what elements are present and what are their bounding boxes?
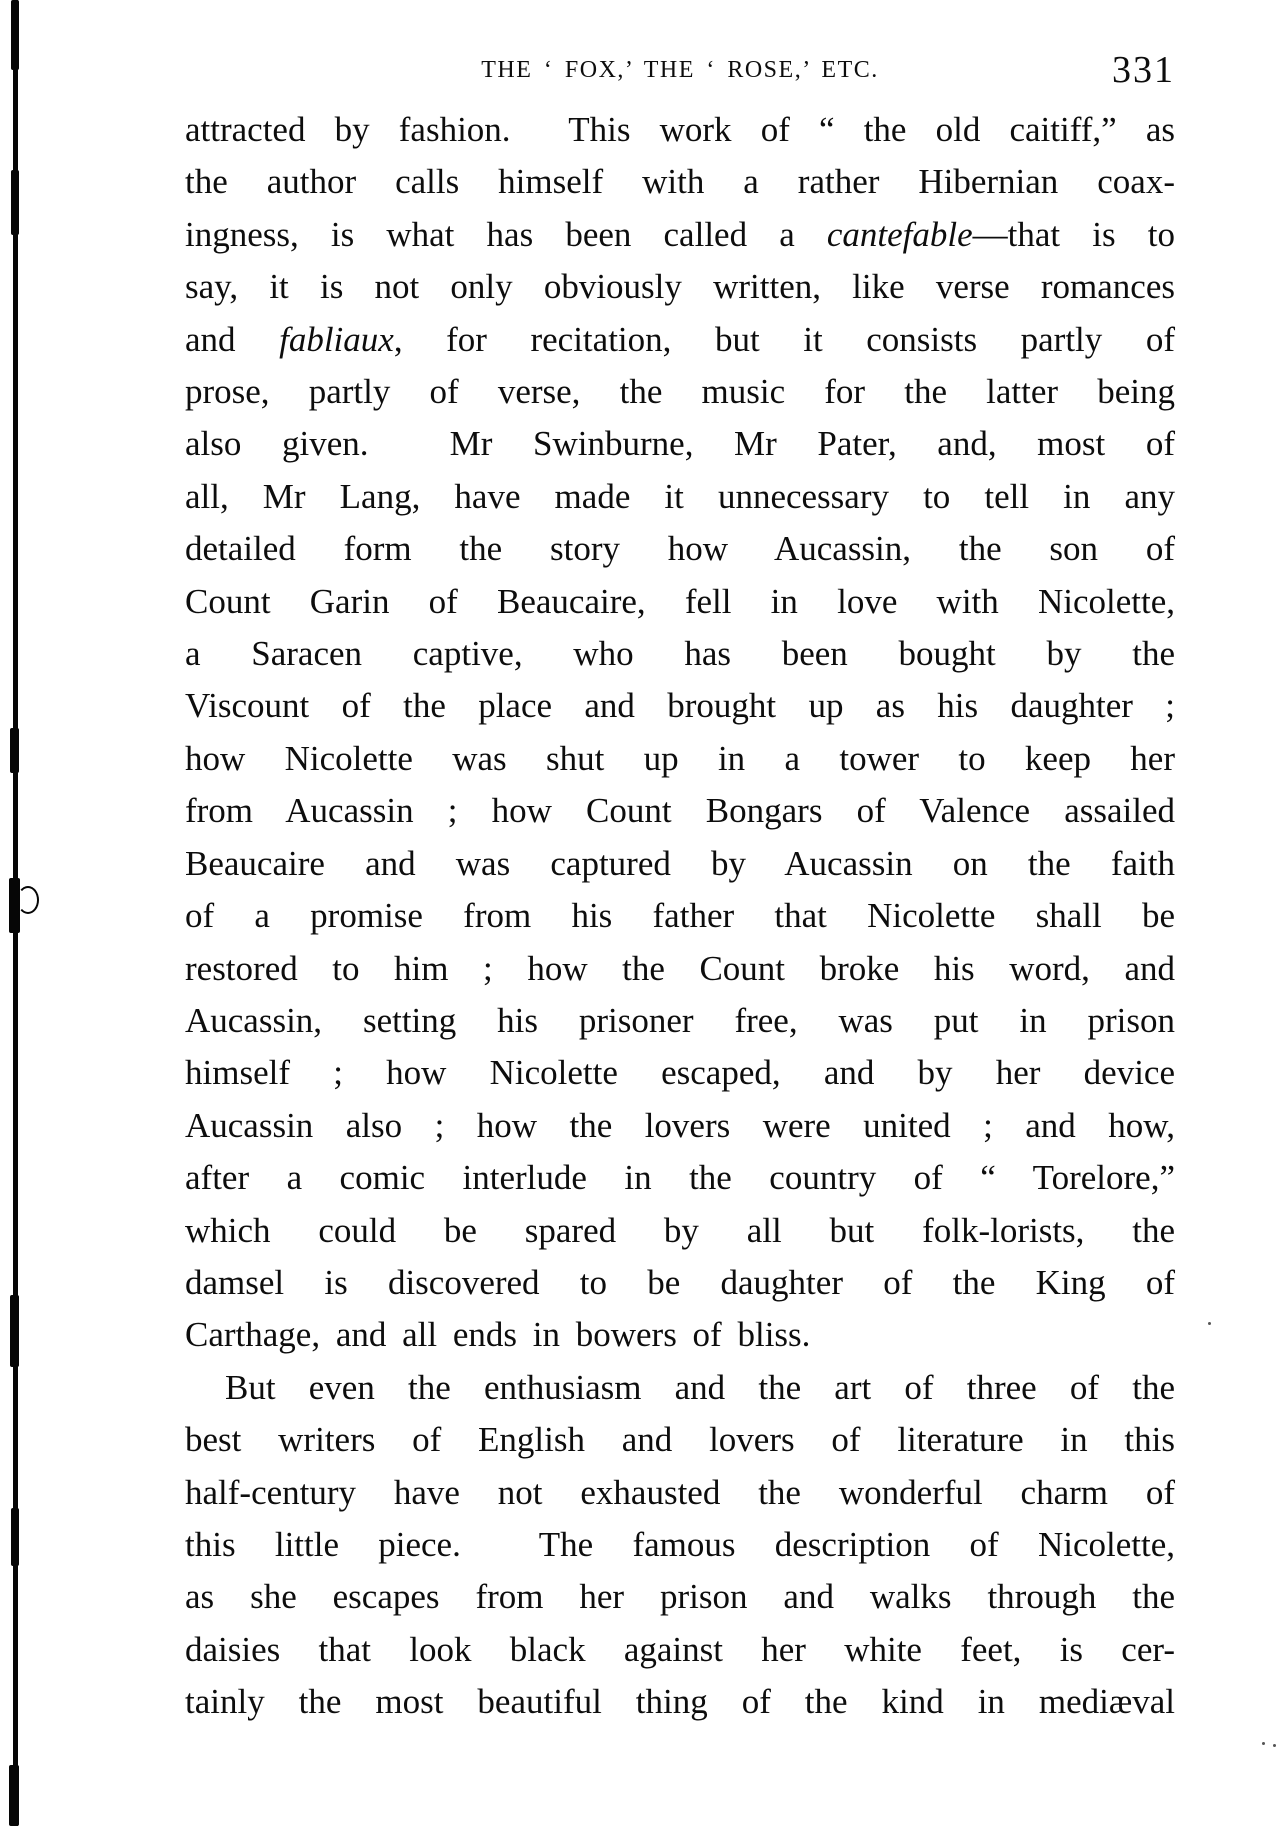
text-block — [185, 104, 1175, 1729]
text-line: tainly the most beautiful thing of the kind in mediæval — [185, 1682, 1175, 1722]
scan-ink-blob — [11, 1508, 19, 1566]
text-line: But even the enthusiasm and the art of three of the — [225, 1367, 1175, 1407]
text-line: attracted by fashion. This work of “ the old caitiff,” as — [185, 110, 1175, 149]
text-line: this little piece. The famous description of Nicolette, — [185, 1524, 1175, 1564]
scan-ink-blob — [9, 1765, 19, 1826]
text-line: Carthage, and all ends in bowers of bliss. — [185, 1315, 811, 1355]
scan-loop-artifact — [17, 886, 39, 914]
running-head-title: THE ‘ FOX,’ THE ‘ ROSE,’ ETC. — [481, 57, 879, 83]
text-line: Count Garin of Beaucaire, fell in love with Nicolette, — [185, 581, 1175, 621]
text-line: Aucassin also ; how the lovers were united ; and how, — [185, 1105, 1175, 1145]
text-line: the author calls himself with a rather Hibernian coax- — [185, 162, 1175, 202]
running-head — [185, 48, 1175, 92]
text-line: Aucassin, setting his prisoner free, was put in prison — [185, 1000, 1175, 1040]
text-line: of a promise from his father that Nicolette shall be — [185, 896, 1175, 936]
text-line: restored to him ; how the Count broke his word, and — [185, 948, 1175, 988]
text-line: ingness, is what has been called a cantefable—that is to — [185, 214, 1175, 254]
text-line: detailed form the story how Aucassin, the son of — [185, 529, 1175, 569]
page-number: 331 — [1112, 49, 1175, 91]
scan-speck — [1273, 1744, 1276, 1747]
text-line: Viscount of the place and brought up as his daughter ; — [185, 686, 1175, 726]
text-line: half-century have not exhausted the wonderful charm of — [185, 1472, 1175, 1512]
scan-speck — [1262, 1742, 1265, 1745]
scan-ink-blob — [10, 728, 19, 773]
scan-speck — [1208, 1322, 1211, 1325]
scan-ink-blob — [11, 170, 19, 235]
text-line: damsel is discovered to be daughter of the King of — [185, 1262, 1175, 1302]
text-line: daisies that look black against her white feet, is cer- — [185, 1629, 1175, 1669]
text-line: all, Mr Lang, have made it unnecessary to tell in any — [185, 476, 1175, 516]
text-line: Beaucaire and was captured by Aucassin on the faith — [185, 843, 1175, 883]
text-line: a Saracen captive, who has been bought by the — [185, 634, 1175, 674]
text-line: after a comic interlude in the country of “ Torelore,” — [185, 1158, 1175, 1198]
text-line: which could be spared by all but folk-lorists, the — [185, 1210, 1175, 1250]
scan-ink-blob — [11, 0, 19, 70]
text-line: prose, partly of verse, the music for the latter being — [185, 372, 1175, 412]
text-line: how Nicolette was shut up in a tower to keep her — [185, 738, 1175, 778]
text-line: and fabliaux, for recitation, but it consists partly of — [185, 319, 1175, 359]
text-line: also given. Mr Swinburne, Mr Pater, and, most of — [185, 424, 1175, 464]
text-line: best writers of English and lovers of literature in this — [185, 1420, 1175, 1460]
text-line: from Aucassin ; how Count Bongars of Valence assailed — [185, 791, 1175, 831]
text-line: say, it is not only obviously written, like verse romances — [185, 267, 1175, 307]
scan-ink-blob — [10, 1295, 19, 1367]
text-line: as she escapes from her prison and walks through the — [185, 1577, 1175, 1617]
text-line: himself ; how Nicolette escaped, and by her device — [185, 1053, 1175, 1093]
